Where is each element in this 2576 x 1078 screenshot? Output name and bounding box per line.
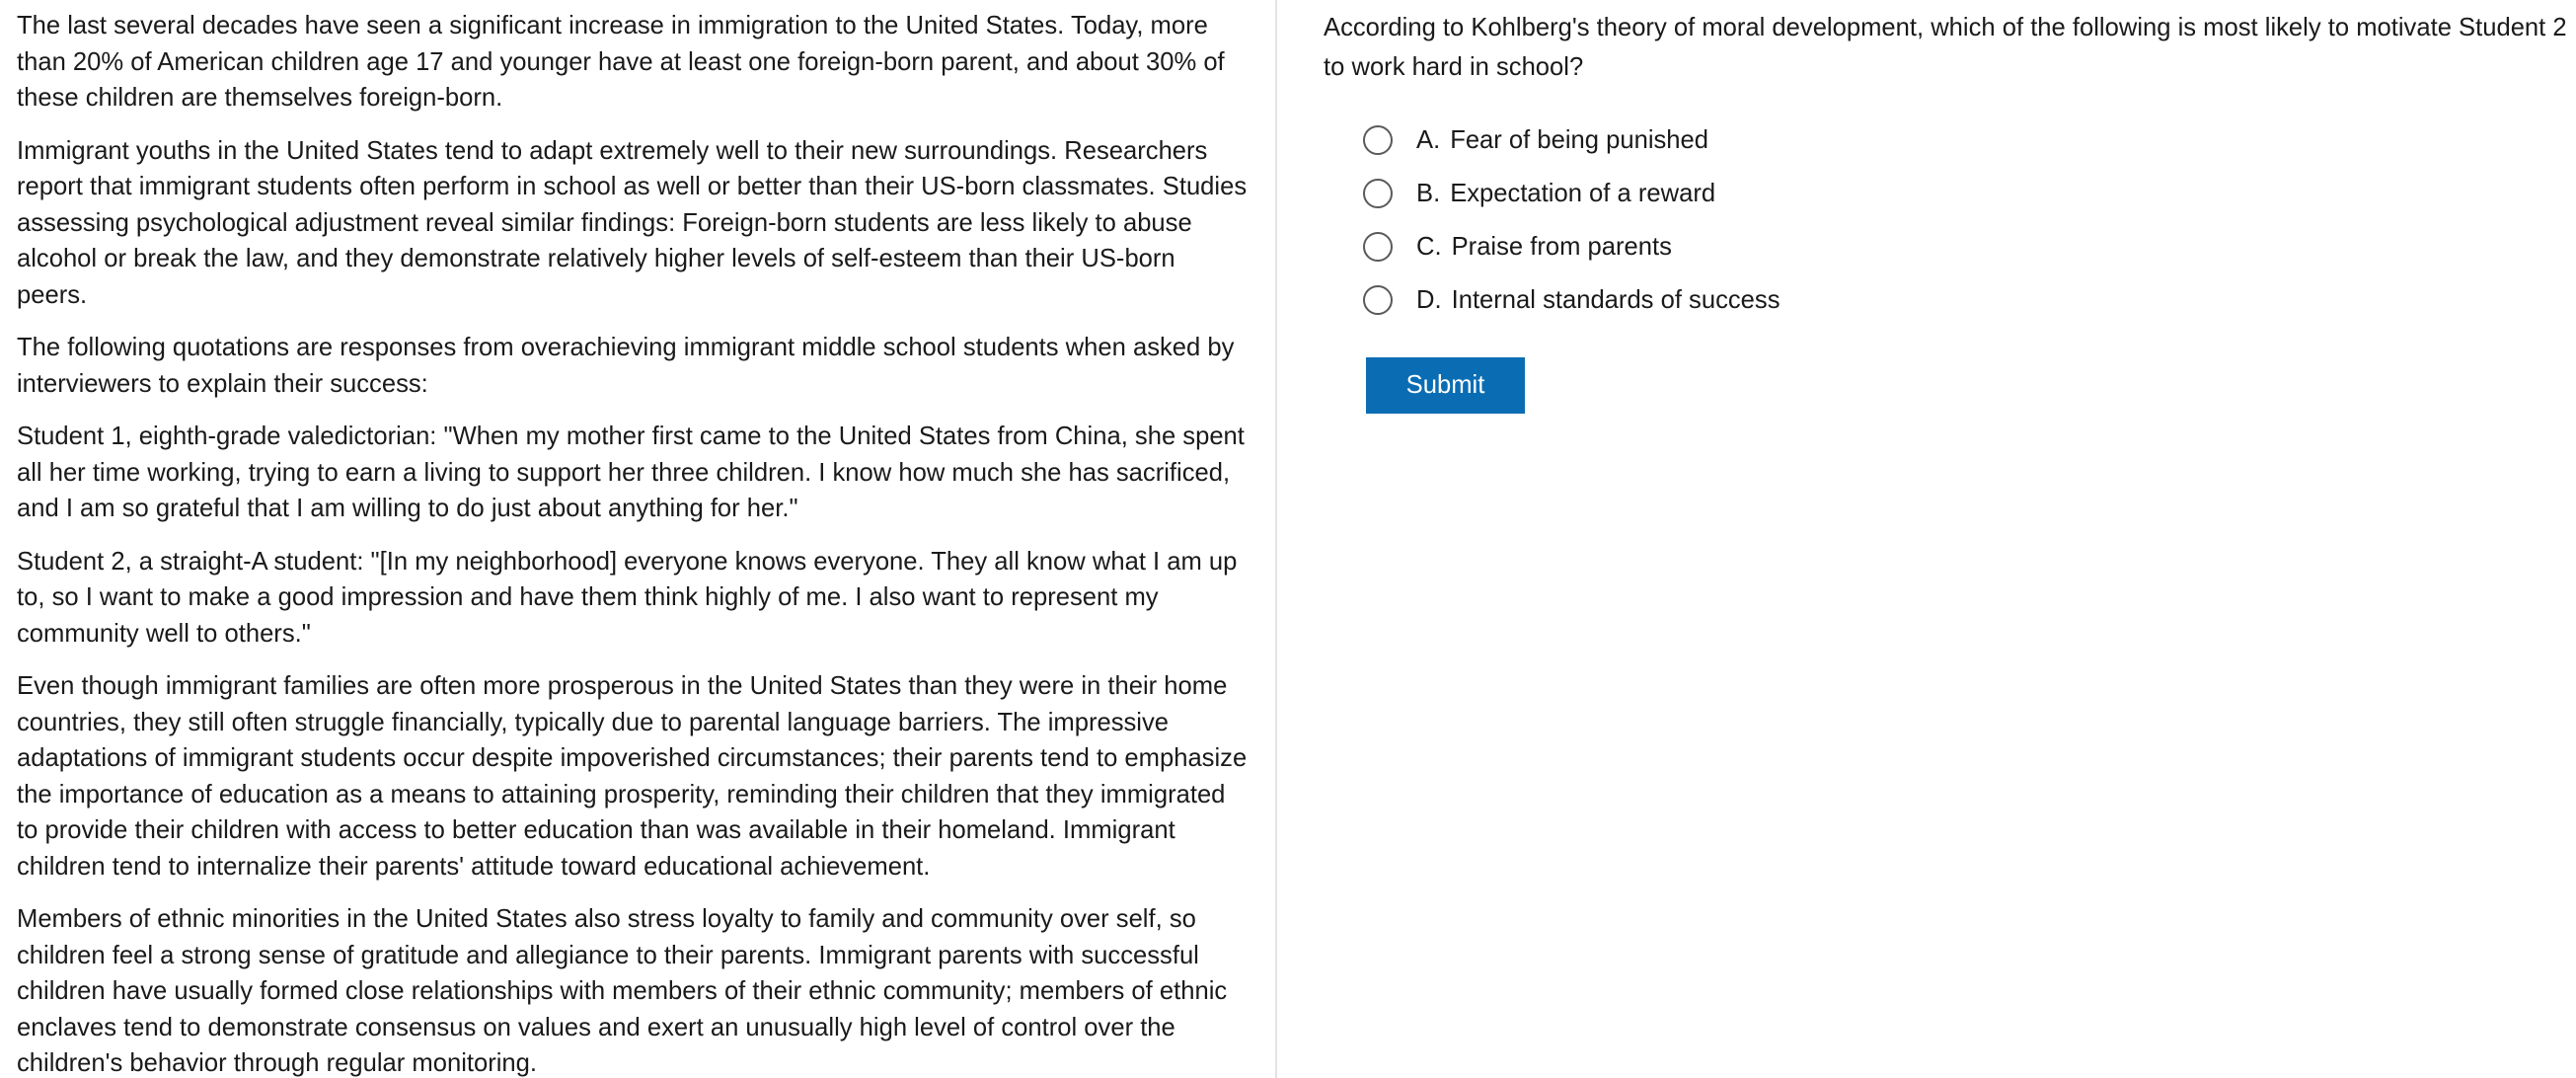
passage-paragraph-4: Student 1, eighth-grade valedictorian: "When my mother first came to the United States from China, she spent all her time working, trying to earn a living to support her three children. I know how much she has sacrificed, and I am so grateful that I am willing to do just about anything for her." [17, 423, 1245, 522]
answer-options [1363, 114, 1780, 327]
radio-button-b[interactable] [1363, 179, 1393, 208]
option-letter: B. [1416, 179, 1441, 207]
passage-paragraph-3: The following quotations are responses from overachieving immigrant middle school students when asked by interviewers to explain their success: [17, 334, 1235, 398]
option-text: Internal standards of success [1451, 285, 1780, 314]
radio-button-c[interactable] [1363, 232, 1393, 262]
passage-paragraph-5: Student 2, a straight-A student: "[In my neighborhood] everyone knows everyone. They all know what I am up to, so I want to make a good impression and have them think highly of me. I also want to represent my community well to others." [17, 547, 1238, 648]
submit-button[interactable]: Submit [1366, 357, 1525, 414]
option-text: Expectation of a reward [1450, 179, 1716, 207]
option-text: Fear of being punished [1450, 125, 1708, 154]
passage-pane [0, 0, 1275, 1078]
option-letter: C. [1416, 232, 1442, 261]
passage-paragraph-2: Immigrant youths in the United States tend to adapt extremely well to their new surroundings. Researchers report that immigrant students often perform in school as well or better than their US-born classmates. Studies assessing psychological adjustment reveal similar findings: Foreign-born students are less likely to abuse alcohol or break the law, and they demonstrate relatively higher levels of self-esteem than their US-born peers. [17, 136, 1248, 309]
passage-paragraph-7: Members of ethnic minorities in the United States also stress loyalty to family and community over self, so children feel a strong sense of gratitude and allegiance to their parents. Immigrant parents with successful children have usually formed close relationships with members of their ethnic community; members of ethnic enclaves tend to demonstrate consensus on values and exert an unusually high level of control over the children's behavior through regular monitoring. [17, 905, 1228, 1077]
question-pane [1277, 0, 2576, 1078]
answer-option-a[interactable] [1363, 114, 1780, 167]
passage-paragraph-6: Even though immigrant families are often more prosperous in the United States than they were in their home countries, they still often struggle financially, typically due to parental language barriers. The impressive adaptations of immigrant students occur despite impoverished circumstances; their parents tend to emphasize the importance of education as a means to attaining prosperity, reminding their children that they immigrated to provide their children with access to better education than was available in their homeland. Immigrant children tend to internalize their parents' attitude toward educational achievement. [17, 672, 1248, 881]
radio-button-a[interactable] [1363, 125, 1393, 155]
answer-option-d[interactable] [1363, 273, 1780, 327]
radio-button-d[interactable] [1363, 285, 1393, 315]
answer-option-c[interactable] [1363, 220, 1780, 273]
question-stem: According to Kohlberg's theory of moral development, which of the following is most likely to motivate Student 2 to work hard in school? [1324, 14, 2567, 81]
option-letter: D. [1416, 285, 1442, 314]
passage-paragraph-1: The last several decades have seen a significant increase in immigration to the United States. Today, more than 20% of American children age 17 and younger have at least one foreign-born parent, and about 30% of these children are themselves foreign-born. [17, 12, 1225, 112]
answer-option-b[interactable] [1363, 167, 1780, 220]
option-text: Praise from parents [1451, 232, 1672, 261]
option-letter: A. [1416, 125, 1441, 154]
